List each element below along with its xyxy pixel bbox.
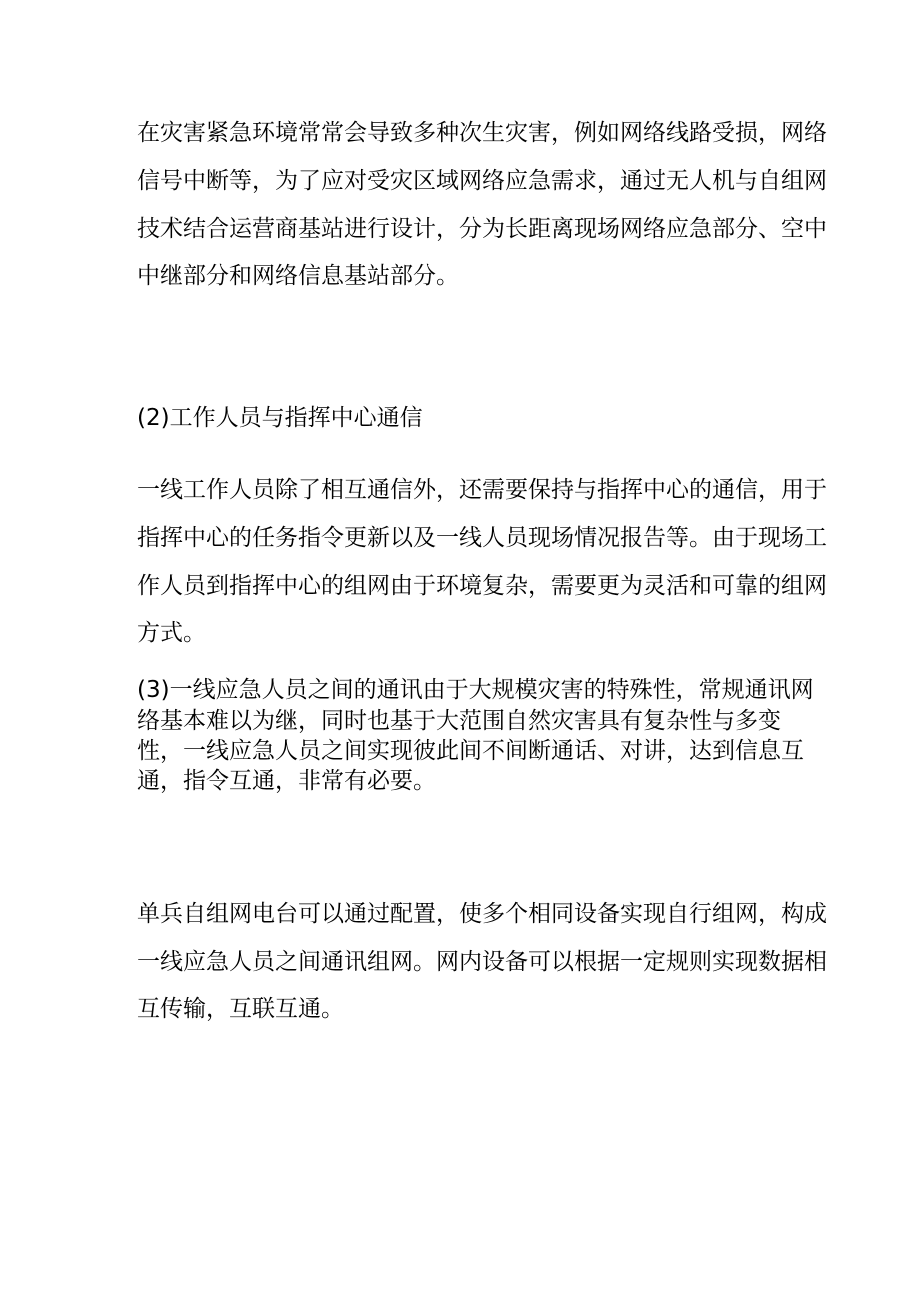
paragraph-1-line-3: 技术结合运营商基站进行设计，分为长距离现场网络应急部分、空中 — [137, 216, 827, 242]
paragraph-4-line-1: 单兵自组网电台可以通过配置，使多个相同设备实现自行组网，构成 — [137, 901, 827, 927]
paragraph-2-line-4: 方式。 — [137, 620, 206, 646]
paragraph-3-line-4: 通，指令互通，非常有必要。 — [137, 768, 436, 794]
paragraph-1-line-2: 信号中断等，为了应对受灾区域网络应急需求，通过无人机与自组网 — [137, 168, 827, 194]
paragraph-3-line-2: 络基本难以为继，同时也基于大范围自然灾害具有复杂性与多变 — [137, 708, 781, 734]
paragraph-1-line-4: 中继部分和网络信息基站部分。 — [137, 263, 459, 289]
paragraph-4-line-2: 一线应急人员之间通讯组网。网内设备可以根据一定规则实现数据相 — [137, 949, 827, 975]
paragraph-4-line-3: 互传输，互联互通。 — [137, 996, 344, 1022]
paragraph-1-line-1: 在灾害紧急环境常常会导致多种次生灾害，例如网络线路受损，网络 — [137, 120, 827, 146]
paragraph-3-line-1: (3)一线应急人员之间的通讯由于大规模灾害的特殊性，常规通讯网 — [137, 677, 814, 703]
paragraph-2-line-3: 作人员到指挥中心的组网由于环境复杂，需要更为灵活和可靠的组网 — [137, 573, 827, 599]
paragraph-3-line-3: 性，一线应急人员之间实现彼此间不间断通话、对讲，达到信息互 — [137, 738, 804, 764]
paragraph-2-line-1: 一线工作人员除了相互通信外，还需要保持与指挥中心的通信，用于 — [137, 477, 827, 503]
paragraph-2-line-2: 指挥中心的任务指令更新以及一线人员现场情况报告等。由于现场工 — [137, 525, 827, 551]
section-2-heading: (2)工作人员与指挥中心通信 — [137, 405, 423, 431]
